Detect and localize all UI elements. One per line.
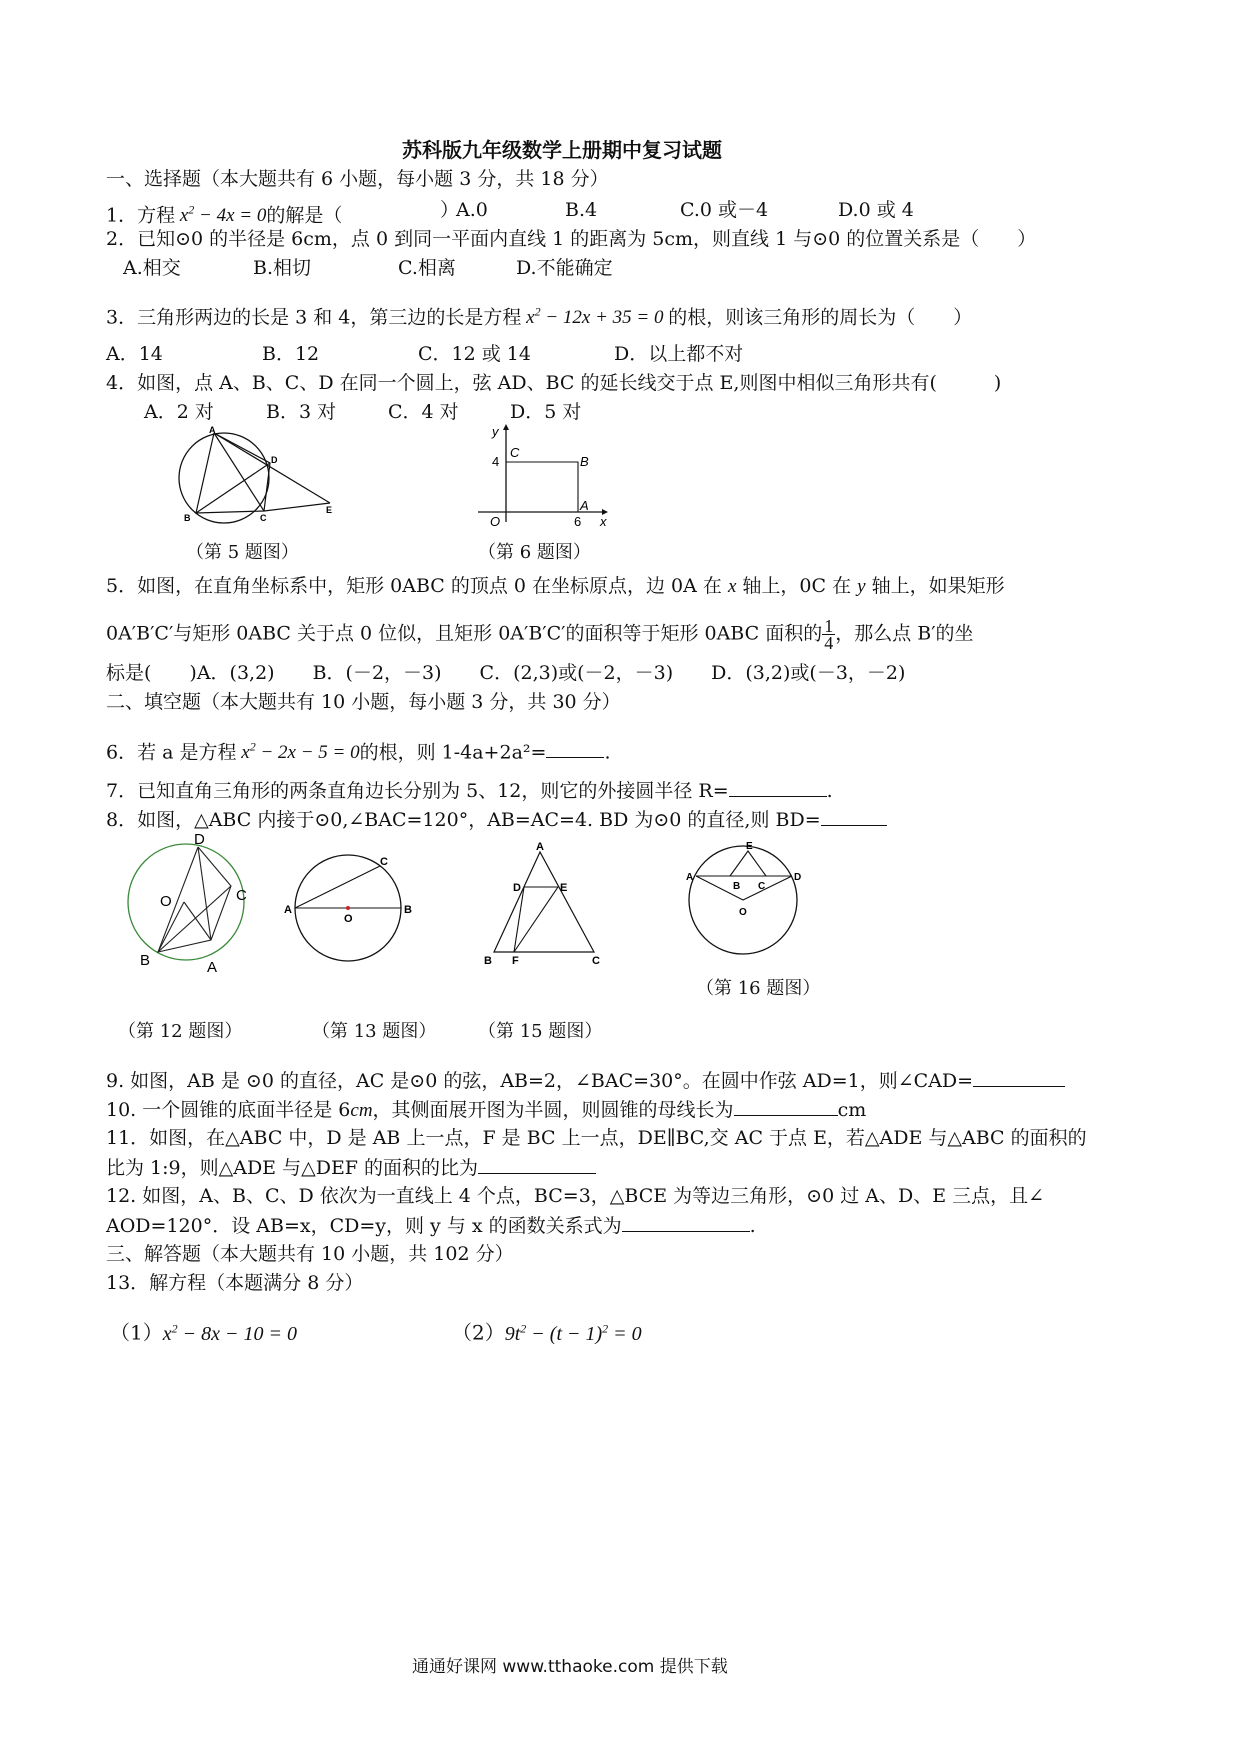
q5-fraction xyxy=(822,618,835,651)
q1-mid: 的解是（ xyxy=(266,204,343,227)
q8-text: 8．如图，△ABC 内接于⊙0,∠BAC=120°，AB=AC=4. BD 为⊙0 的直径,则 BD= xyxy=(106,809,821,831)
q13-part-1 xyxy=(110,1316,297,1346)
fig6-axis-x: x xyxy=(600,514,607,529)
question-12-line-1: 12. 如图，A、B、C、D 依次为一直线上 4 个点，BC=3，△BCE 为等边三角形，⊙0 过 A、D、E 三点，且∠ xyxy=(106,1185,1045,1207)
figure-13 xyxy=(282,855,422,965)
q5-text-d: 0A′B′C′与矩形 0ABC 关于点 0 位似，且矩形 0A′B′C′的面积等于矩形 0ABC 面积的 xyxy=(106,622,823,645)
q13-part-1-equation: $x^2 - 8x - 10 = 0$ xyxy=(162,1321,297,1345)
fig6-label-b: B xyxy=(580,454,589,469)
fig6-tick-4: 4 xyxy=(492,454,500,469)
q11-answer-blank[interactable] xyxy=(478,1155,596,1174)
q1-prefix: 1．方程 xyxy=(106,204,176,227)
q1-equation: $x^2 - 4x = 0$ xyxy=(175,203,267,227)
question-2: 2．已知⊙0 的半径是 6cm，点 0 到同一平面内直线 1 的距离为 5cm，则直线 1 与⊙0 的位置关系是（ ） xyxy=(106,228,1037,250)
figure-15 xyxy=(482,840,612,970)
q3-option-a: A．14 xyxy=(106,343,163,365)
q7-text: 7．已知直角三角形的两条直角边长分别为 5、12，则它的外接圆半径 R= xyxy=(106,780,729,802)
q10-unit: cm xyxy=(350,1100,373,1121)
q10-prefix: 10. 一个圆锥的底面半径是 6 xyxy=(106,1099,351,1121)
q13-part-1-label: （1） xyxy=(110,1320,163,1345)
fig12-label-b: B xyxy=(140,952,151,969)
q13-part-2-label: （2） xyxy=(452,1320,505,1345)
q3-equation: $x^2 - 12x + 35 = 0$ xyxy=(521,305,669,329)
q7-answer-blank[interactable] xyxy=(729,778,827,797)
q6-prefix: 6．若 a 是方程 xyxy=(106,741,237,764)
q1-option-b: B.4 xyxy=(565,199,598,221)
q3-option-b: B．12 xyxy=(262,343,320,365)
q5-frac-denominator: 4 xyxy=(824,633,834,653)
fig6-axis-y: y xyxy=(492,424,499,439)
q11-text: 比为 1:9，则△ADE 与△DEF 的面积的比为 xyxy=(106,1157,479,1179)
q3-suffix: 的根，则该三角形的周长为（ ） xyxy=(668,306,973,329)
fig6-caption: （第 6 题图） xyxy=(478,542,591,563)
q1-option-c: C.0 或－4 xyxy=(680,199,769,221)
fig13-label-c: C xyxy=(380,856,388,868)
figure-5 xyxy=(170,425,340,535)
q5-frac-numerator: 1 xyxy=(824,616,834,636)
fig15-label-c: C xyxy=(592,955,600,967)
q8-answer-blank[interactable] xyxy=(821,807,887,826)
q10-mid: ，其侧面展开图为半圆，则圆锥的母线长为 xyxy=(372,1099,734,1121)
fig5-label-e: E xyxy=(326,505,333,515)
figure-12 xyxy=(118,830,258,980)
q1-close: ） xyxy=(440,199,460,221)
q5-var-y: y xyxy=(857,576,866,597)
fig15-label-d: D xyxy=(513,882,521,894)
fig16-label-c: C xyxy=(758,881,766,892)
question-7 xyxy=(106,778,833,803)
q2-option-b: B.相切 xyxy=(253,257,312,279)
question-12-line-2 xyxy=(106,1213,756,1238)
fig5-label-d: D xyxy=(271,455,278,465)
q12-answer-blank[interactable] xyxy=(622,1213,750,1232)
question-8 xyxy=(106,807,887,832)
fig16-label-e: E xyxy=(746,841,753,852)
q13-part-2 xyxy=(452,1316,642,1346)
q10-end: cm xyxy=(837,1099,867,1121)
fig5-label-a: A xyxy=(209,425,216,435)
q6-answer-blank[interactable] xyxy=(546,739,604,758)
question-1 xyxy=(106,198,342,228)
q3-prefix: 3．三角形两边的长是 3 和 4，第三边的长是方程 xyxy=(106,306,522,329)
figure-6 xyxy=(478,424,618,529)
fig12-label-d: D xyxy=(194,831,205,848)
q4-option-a: A．2 对 xyxy=(144,401,214,423)
fig12-label-o: O xyxy=(160,893,172,910)
q12-text: AOD=120°．设 AB=x，CD=y，则 y 与 x 的函数关系式为 xyxy=(106,1215,622,1237)
fig15-label-b: B xyxy=(484,955,492,967)
q5-text-c: 轴上，如果矩形 xyxy=(871,575,1005,597)
q5-text-e: ，那么点 B′的坐 xyxy=(835,622,974,645)
q4-option-c: C．4 对 xyxy=(388,401,459,423)
question-9 xyxy=(106,1068,1065,1093)
question-3 xyxy=(106,300,972,330)
q10-answer-blank[interactable] xyxy=(734,1097,838,1116)
page-footer: 通通好课网 www.tthaoke.com 提供下载 xyxy=(412,1657,728,1677)
q2-option-a: A.相交 xyxy=(123,257,181,279)
question-10 xyxy=(106,1097,866,1123)
section-2-heading: 二、填空题（本大题共有 10 小题，每小题 3 分，共 30 分） xyxy=(106,691,621,713)
section-1-heading: 一、选择题（本大题共有 6 小题，每小题 3 分，共 18 分） xyxy=(106,168,609,190)
fig16-caption: （第 16 题图） xyxy=(696,978,821,999)
question-13: 13．解方程（本题满分 8 分） xyxy=(106,1272,364,1294)
q5-var-x: x xyxy=(727,576,737,597)
question-5-line-2 xyxy=(106,618,974,651)
q5-text-a: 5．如图，在直角坐标系中，矩形 0ABC 的顶点 0 在坐标原点，边 0A 在 xyxy=(106,575,722,597)
fig16-label-b: B xyxy=(733,881,741,892)
fig6-origin: O xyxy=(490,514,501,529)
fig16-label-a: A xyxy=(686,872,694,883)
section-3-heading: 三、解答题（本大题共有 10 小题，共 102 分） xyxy=(106,1243,514,1265)
fig13-label-b: B xyxy=(404,904,412,916)
fig15-caption: （第 15 题图） xyxy=(478,1021,603,1042)
fig16-label-o: O xyxy=(739,907,747,918)
q2-option-c: C.相离 xyxy=(398,257,456,279)
fig5-label-c: C xyxy=(260,513,267,523)
question-5-line-3: 标是( )A．(3,2) B．(－2，－3) C．(2,3)或(－2，－3) D．(3,2)或(－3，－2) xyxy=(106,662,906,684)
q2-option-d: D.不能确定 xyxy=(516,257,613,279)
fig13-caption: （第 13 题图） xyxy=(312,1021,437,1042)
q7-end: . xyxy=(826,780,833,802)
question-4: 4．如图，点 A、B、C、D 在同一个圆上，弦 AD、BC 的延长线交于点 E,则图中相似三角形共有( ) xyxy=(106,372,1002,394)
fig13-label-o: O xyxy=(344,913,353,925)
question-5-line-1 xyxy=(106,574,1005,599)
q4-option-d: D．5 对 xyxy=(510,401,582,423)
q6-equation: $x^2 - 2x - 5 = 0$ xyxy=(236,740,360,764)
fig15-label-a: A xyxy=(536,841,544,853)
fig15-label-e: E xyxy=(560,882,568,894)
q9-text: 9. 如图，AB 是 ⊙0 的直径，AC 是⊙0 的弦，AB=2，∠BAC=30°。在圆中作弦 AD=1，则∠CAD= xyxy=(106,1070,974,1092)
fig15-label-f: F xyxy=(512,955,519,967)
fig13-label-a: A xyxy=(284,904,292,916)
q12-end: . xyxy=(749,1215,756,1237)
fig5-label-b: B xyxy=(184,513,191,523)
question-11-line-2 xyxy=(106,1155,596,1180)
fig12-caption: （第 12 题图） xyxy=(118,1021,243,1042)
q9-answer-blank[interactable] xyxy=(973,1068,1065,1087)
q3-option-c: C．12 或 14 xyxy=(418,343,531,365)
q6-end: . xyxy=(604,741,611,764)
q5-text-b: 轴上，0C 在 xyxy=(742,575,852,597)
fig16-label-d: D xyxy=(794,872,802,883)
page-title: 苏科版九年级数学上册期中复习试题 xyxy=(402,138,722,162)
q3-option-d: D．以上都不对 xyxy=(614,343,744,365)
q4-option-b: B．3 对 xyxy=(266,401,337,423)
fig6-label-a: A xyxy=(580,498,589,513)
fig12-label-a: A xyxy=(207,959,218,976)
figure-16 xyxy=(682,838,812,963)
q6-suffix: 的根，则 1-4a+2a²= xyxy=(359,741,547,764)
fig5-caption: （第 5 题图） xyxy=(186,542,299,563)
q13-part-2-equation: $9t^2 - (t - 1)^2 = 0$ xyxy=(504,1321,642,1345)
fig6-label-c: C xyxy=(510,445,520,460)
question-11-line-1: 11．如图，在△ABC 中，D 是 AB 上一点，F 是 BC 上一点，DE∥BC,交 AC 于点 E，若△ADE 与△ABC 的面积的 xyxy=(106,1127,1087,1149)
fig6-tick-6: 6 xyxy=(574,514,582,529)
question-6 xyxy=(106,735,610,765)
q1-option-d: D.0 或 4 xyxy=(838,199,914,221)
q1-option-a: A.0 xyxy=(456,199,488,221)
fig12-label-c: C xyxy=(236,887,247,904)
